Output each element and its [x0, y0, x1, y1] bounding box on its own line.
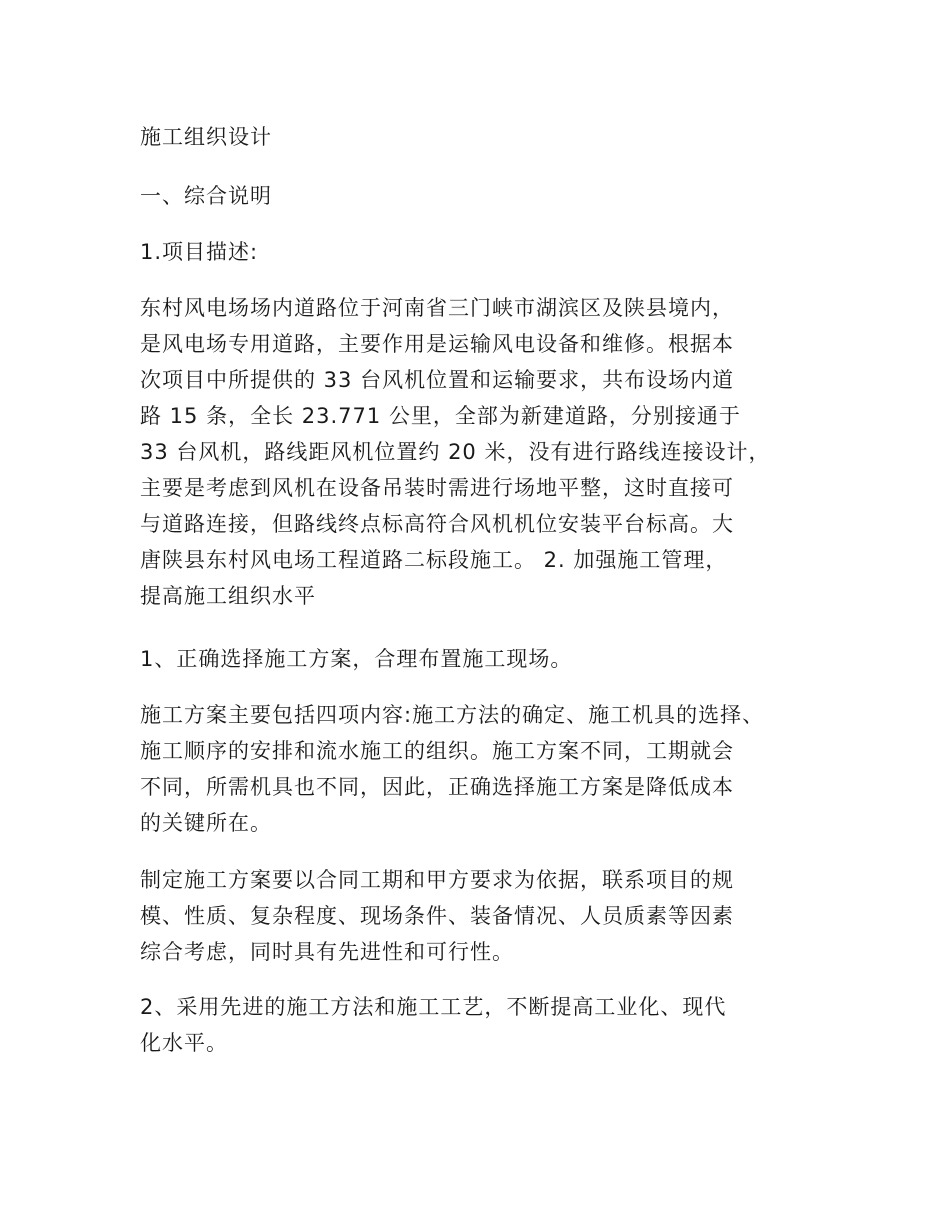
paragraph-project-description [140, 290, 840, 614]
paragraph-line: 1、正确选择施工方案，合理布置施工现场。 [140, 647, 573, 671]
paragraph-line: 与道路连接，但路线终点标高符合风机机位安装平台标高。大 [140, 512, 734, 536]
paragraph-line: 33 台风机，路线距风机位置约 20 米，没有进行路线连接设计， [140, 440, 771, 464]
paragraph-line: 次项目中所提供的 33 台风机位置和运输要求，共布设场内道 [140, 368, 735, 392]
paragraph-line: 模、性质、复杂程度、现场条件、装备情况、人员质素等因素 [140, 904, 734, 928]
paragraph-plan-basis [140, 862, 840, 970]
paragraph-line: 施工方案主要包括四项内容:施工方法的确定、施工机具的选择、 [140, 703, 765, 727]
paragraph-plan-content [140, 697, 840, 841]
paragraph-line: 提高施工组织水平 [140, 584, 316, 608]
section-heading-line: 一、综合说明 [140, 184, 272, 208]
document-title [140, 119, 840, 155]
subheading [140, 234, 840, 270]
section-heading [140, 178, 840, 214]
paragraph-line: 2、采用先进的施工方法和施工工艺，不断提高工业化、现代 [140, 995, 727, 1019]
paragraph-line: 的关键所在。 [140, 811, 272, 835]
paragraph-choose-plan [140, 641, 840, 677]
paragraph-line: 制定施工方案要以合同工期和甲方要求为依据，联系项目的规 [140, 868, 734, 892]
paragraph-line: 不同，所需机具也不同，因此，正确选择施工方案是降低成本 [140, 775, 734, 799]
paragraph-line: 主要是考虑到风机在设备吊装时需进行场地平整，这时直接可 [140, 476, 734, 500]
paragraph-line: 化水平。 [140, 1031, 228, 1055]
paragraph-line: 施工顺序的安排和流水施工的组织。施工方案不同，工期就会 [140, 739, 734, 763]
paragraph-advanced-methods [140, 989, 840, 1061]
subheading-line: 1.项目描述: [140, 240, 259, 264]
paragraph-line: 综合考虑，同时具有先进性和可行性。 [140, 940, 514, 964]
paragraph-line: 路 15 条，全长 23.771 公里，全部为新建道路，分别接通于 [140, 404, 741, 428]
paragraph-line: 唐陕县东村风电场工程道路二标段施工。 2. 加强施工管理， [140, 548, 728, 572]
title-line: 施工组织设计 [140, 125, 272, 149]
paragraph-line: 是风电场专用道路，主要作用是运输风电设备和维修。根据本 [140, 332, 734, 356]
paragraph-line: 东村风电场场内道路位于河南省三门峡市湖滨区及陕县境内， [140, 296, 734, 320]
